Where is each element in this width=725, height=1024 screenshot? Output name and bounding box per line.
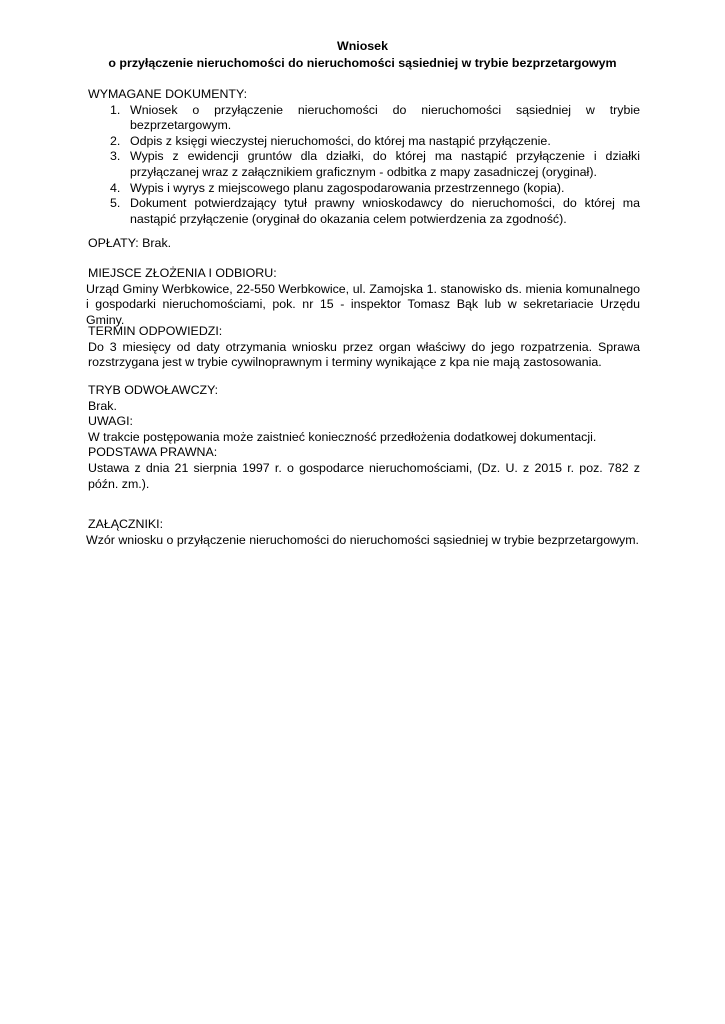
appeal-section	[88, 383, 640, 492]
list-item	[88, 149, 640, 180]
fees-section	[88, 236, 640, 252]
place-heading: MIEJSCE ZŁOŻENIA I ODBIORU:	[88, 266, 277, 280]
list-item-number: 3.	[110, 149, 121, 164]
list-item-number: 2.	[110, 133, 121, 148]
appeal-text: Brak.	[88, 398, 117, 413]
legal-basis-text: Ustawa z dnia 21 sierpnia 1997 r. o gospodarce nieruchomościami, (Dz. U. z 2015 r. poz. 782 z późn. zm.).	[88, 460, 640, 491]
list-item-text: Wniosek o przyłączenie nieruchomości do nieruchomości sąsiedniej w trybie bezprzetargowym.	[130, 102, 640, 133]
place-text: Urząd Gminy Werbkowice, 22-550 Werbkowice, ul. Zamojska 1. stanowisko ds. mienia komunalnego i gospodarki nieruchomościami, pok. nr 15 - inspektor Tomasz Bąk lub w sekretariacie Urzędu Gminy.	[86, 281, 640, 327]
list-item	[88, 134, 640, 150]
list-item-text: Wypis z ewidencji gruntów dla działki, do której ma nastąpić przyłączenie i działki przyłączanej wraz z załącznikiem graficznym - odbitka z mapy zasadniczej (oryginał).	[130, 149, 640, 179]
attachments-heading: ZAŁĄCZNIKI:	[88, 517, 164, 531]
list-item-number: 4.	[110, 180, 121, 195]
notes-heading: UWAGI:	[88, 414, 133, 429]
list-item	[88, 103, 640, 134]
appeal-heading: TRYB ODWOŁAWCZY:	[88, 383, 219, 397]
list-item-number: 5.	[110, 196, 121, 211]
list-item-text: Wypis i wyrys z miejscowego planu zagospodarowania przestrzennego (kopia).	[130, 180, 565, 195]
deadline-section	[88, 324, 640, 371]
legal-basis-heading: PODSTAWA PRAWNA:	[88, 445, 218, 460]
document-subtitle: o przyłączenie nieruchomości do nieruchomości sąsiedniej w trybie bezprzetargowym	[108, 56, 617, 70]
list-item-number: 1.	[110, 102, 121, 117]
deadline-heading: TERMIN ODPOWIEDZI:	[88, 324, 223, 338]
document-title: Wniosek	[337, 39, 388, 53]
attachments-text: Wzór wniosku o przyłączenie nieruchomości do nieruchomości sąsiedniej w trybie bezprzetargowym.	[86, 532, 639, 547]
list-item	[88, 196, 640, 227]
required-documents-section	[88, 87, 640, 227]
fees-text: OPŁATY: Brak.	[88, 236, 172, 250]
required-documents-list	[88, 103, 640, 228]
place-section	[88, 266, 640, 328]
list-item-text: Dokument potwierdzający tytuł prawny wnioskodawcy do nieruchomości, do której ma nastąpić przyłączenie (oryginał do okazania celem potwierdzenia za zgodność).	[130, 196, 640, 226]
list-item	[88, 181, 640, 197]
notes-text: W trakcie postępowania może zaistnieć konieczność przedłożenia dodatkowej dokumentacji.	[88, 429, 597, 444]
attachments-section	[88, 517, 640, 548]
required-documents-heading: WYMAGANE DOKUMENTY:	[88, 87, 248, 101]
deadline-text: Do 3 miesięcy od daty otrzymania wniosku przez organ właściwy do jego rozpatrzenia. Sprawa rozstrzygana jest w trybie cywilnoprawnym i terminy wynikające z kpa nie mają zastosowania.	[88, 339, 640, 370]
list-item-text: Odpis z księgi wieczystej nieruchomości, do której ma nastąpić przyłączenie.	[130, 133, 551, 148]
